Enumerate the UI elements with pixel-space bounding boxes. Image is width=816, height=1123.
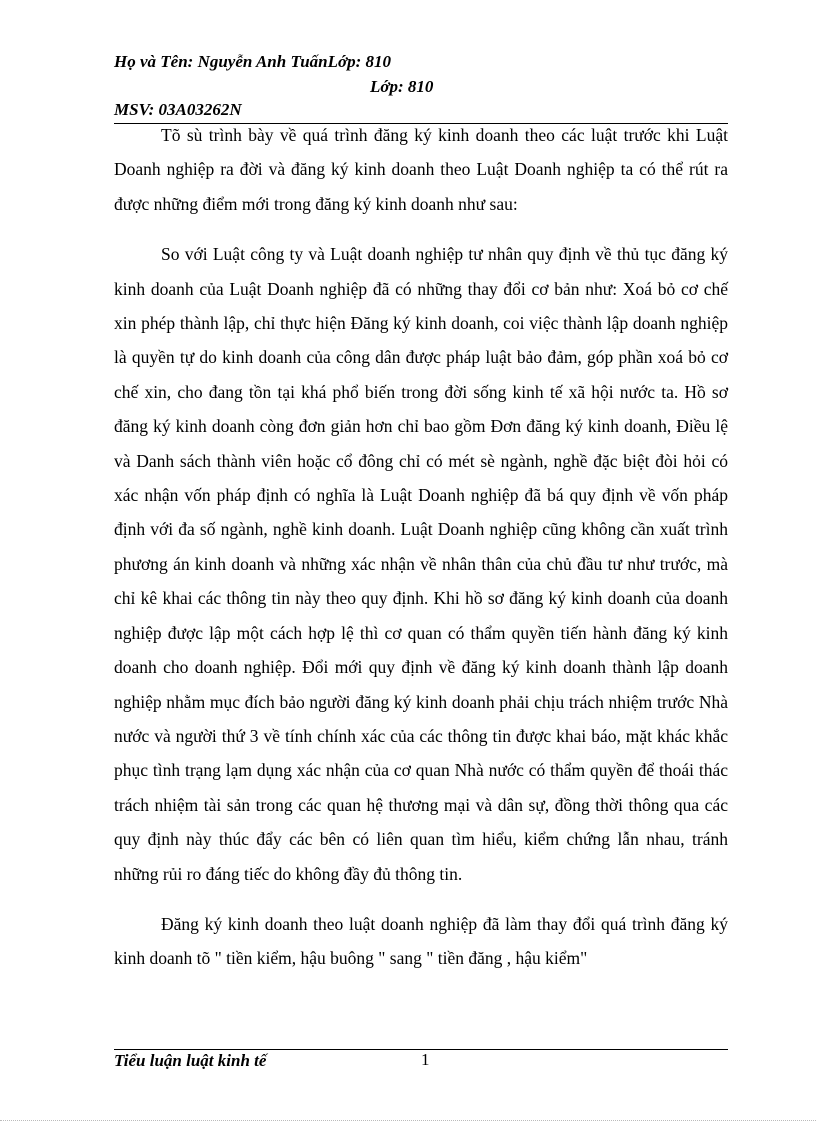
page-number: 1 — [421, 1050, 430, 1069]
class-line: Lớp: 810 — [370, 77, 434, 96]
page-edge-divider — [0, 1120, 816, 1121]
paragraph-intro: Tõ sù trình bày về quá trình đăng ký kinh doanh theo các luật trước khi Luật Doanh nghiệp ra đời và đăng ký kinh doanh theo Luật Doanh nghiệp ta có thể rút ra được những điểm mới trong đăng ký kinh doanh như sau: — [114, 125, 728, 214]
student-id-line: MSV: 03A03262N — [114, 100, 242, 119]
body-text — [114, 118, 728, 992]
student-name-line: Họ và Tên: Nguyễn Anh TuấnLớp: 810 — [114, 52, 392, 71]
paragraph-conclusion: Đăng ký kinh doanh theo luật doanh nghiệp đã làm thay đổi quá trình đăng ký kinh doanh tõ " tiền kiểm, hậu buông " sang " tiền đăng , hậu kiểm" — [114, 913, 728, 969]
footer-title: Tiểu luận luật kinh tế — [114, 1051, 267, 1070]
paragraph-comparison: So với Luật công ty và Luật doanh nghiệp tư nhân quy định về thủ tục đăng ký kinh doanh của Luật Doanh nghiệp đã có những thay đổi cơ bản như: Xoá bỏ cơ chế xin phép thành lập, chỉ thực hiện Đăng ký kinh doanh, coi việc thành lập doanh nghiệp là quyền tự do kinh doanh của công dân được pháp luật bảo đảm, góp phần xoá bỏ cơ chế xin, cho đang tồn tại khá phổ biến trong đời sống kinh tế xã hội nước ta. Hồ sơ đăng ký kinh doanh còng đơn giản hơn chỉ bao gồm Đơn đăng ký kinh doanh, Điều lệ và Danh sách thành viên hoặc cổ đông chỉ có mét sè ngành, nghề đặc biệt đòi hỏi có xác nhận vốn pháp định có nghĩa là Luật Doanh nghiệp đã bá quy định về vốn pháp định với đa số ngành, nghề kinh doanh. Luật Doanh nghiệp cũng không cần xuất trình phương án kinh doanh và những xác nhận về nhân thân của chủ đầu tư như trước, mà chỉ kê khai các thông tin này theo quy định. Khi hồ sơ đăng ký kinh doanh của doanh nghiệp được lập một cách hợp lệ thì cơ quan có thẩm quyền tiến hành đăng ký kinh doanh cho doanh nghiệp. Đổi mới quy định về đăng ký kinh doanh thành lập doanh nghiệp nhằm mục đích bảo người đăng ký kinh doanh phải chịu trách nhiệm trước Nhà nước và người thứ 3 về tính chính xác của các thông tin được khai báo, mặt khác khắc phục tình trạng lạm dụng xác nhận của cơ quan Nhà nước có thẩm quyền để thoái thác trách nhiệm tài sản trong các quan hệ thương mại và dân sự, đồng thời thông qua các quy định này thúc đẩy các bên có liên quan tìm hiểu, kiểm chứng lẫn nhau, tránh những rủi ro đáng tiếc do không đầy đủ thông tin. — [114, 244, 728, 884]
